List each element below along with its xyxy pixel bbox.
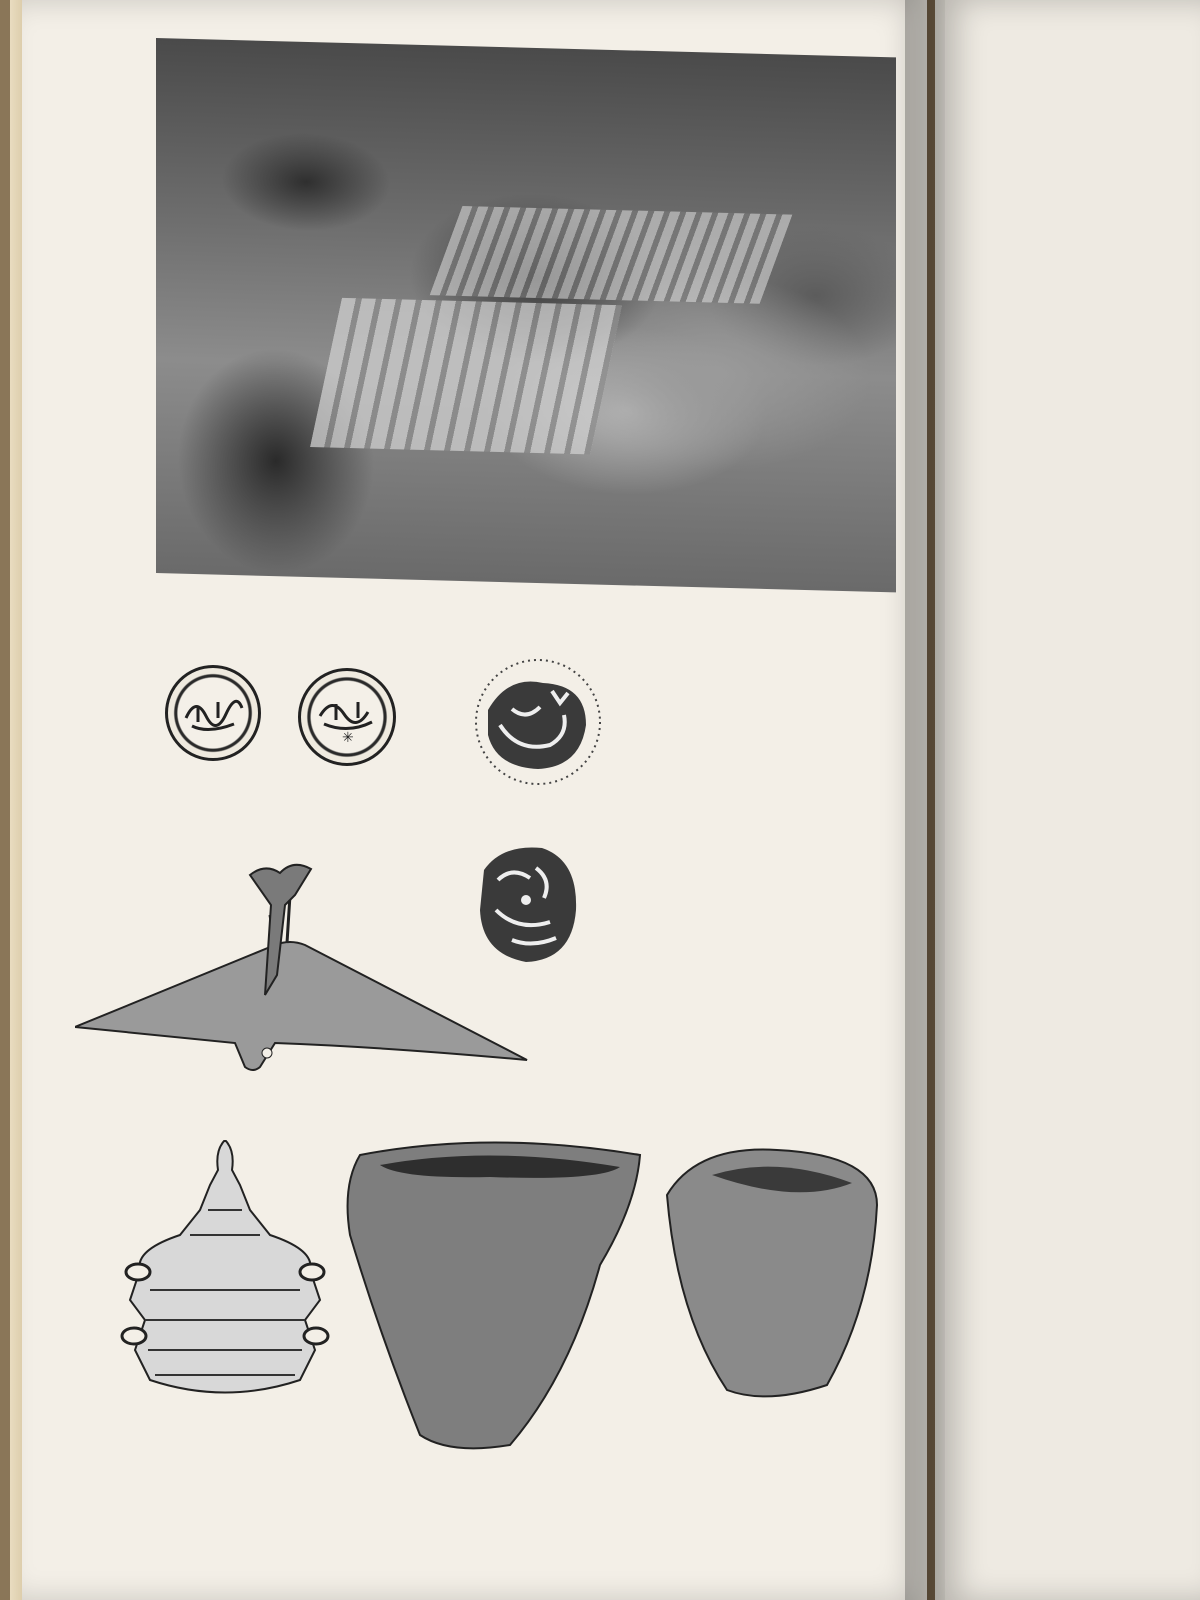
svg-text:✳: ✳: [342, 729, 354, 745]
right-page-text: [945, 0, 1200, 1600]
aerial-photo-great-mosque: [156, 38, 896, 592]
bronze-inkwell-illustration: [120, 1140, 330, 1405]
photo-excavation-area: [430, 206, 793, 304]
arabic-inscription-icon: [178, 688, 248, 738]
book-gutter: [905, 0, 945, 1600]
photo-mosque-ruins: [310, 298, 622, 454]
arabic-inscription-icon: [312, 690, 382, 745]
clay-crucible-small-illustration: [657, 1145, 882, 1400]
copper-coin-obverse-illustration: [165, 665, 261, 761]
bronze-lid-illustration: [75, 855, 530, 1080]
clay-crucible-large-illustration: [340, 1135, 650, 1455]
silver-coin-illustration: [468, 655, 608, 790]
copper-coin-reverse-illustration: [298, 668, 396, 766]
